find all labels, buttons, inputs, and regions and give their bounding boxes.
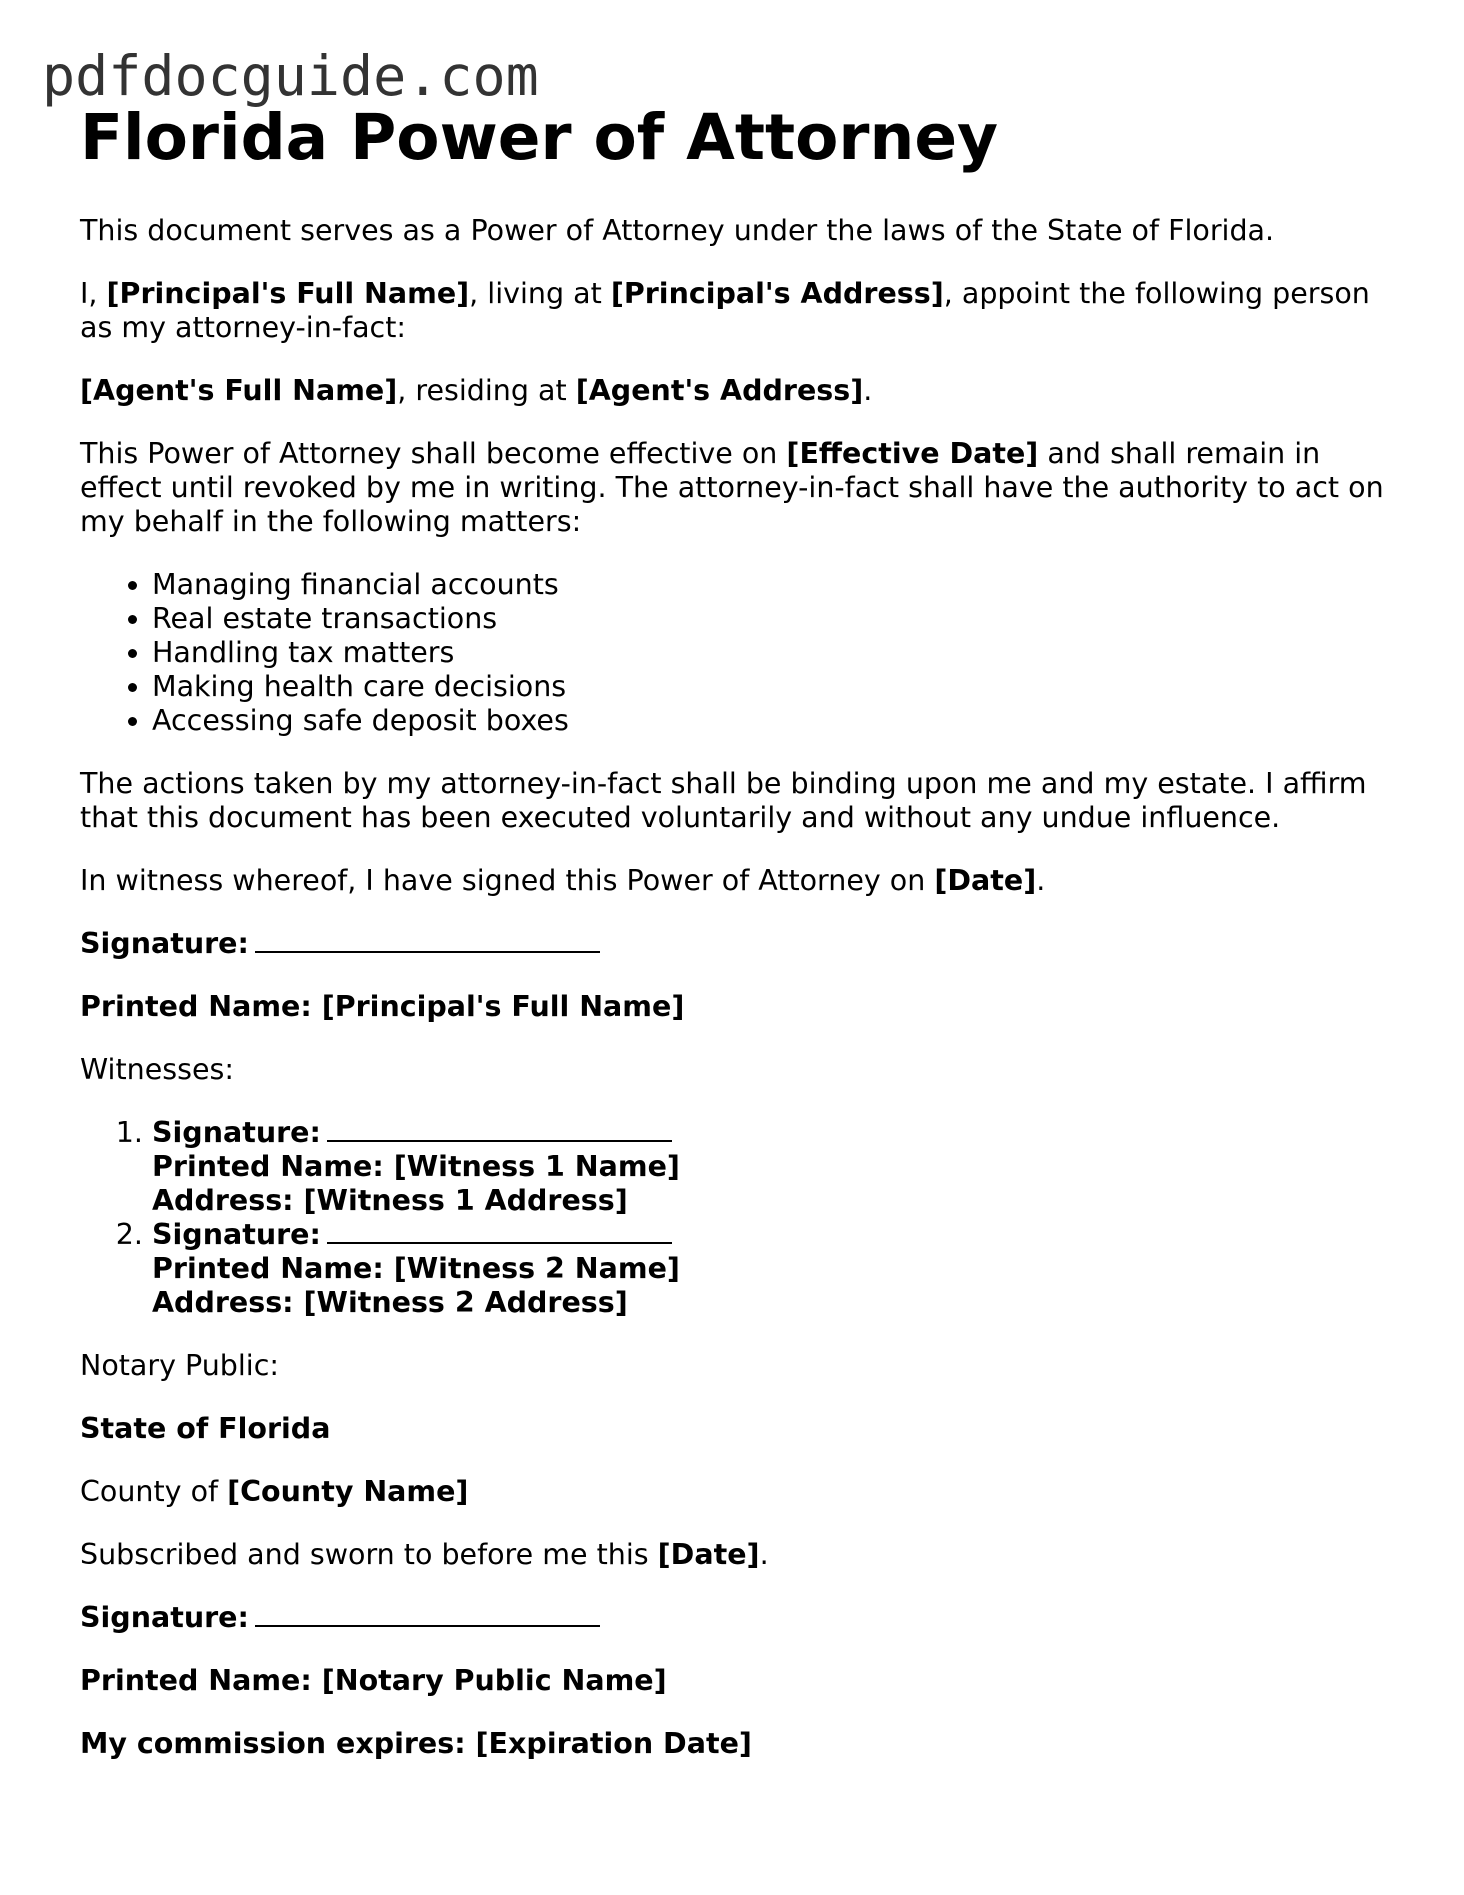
witness-2-signature-label: Signature: — [152, 1218, 321, 1251]
agent-paragraph — [80, 374, 1390, 408]
notary-state-text: State of Florida — [80, 1412, 331, 1445]
intro-paragraph: This document serves as a Power of Attorney under the laws of the State of Florida. — [80, 214, 1275, 247]
agent-address-field: [Agent's Address] — [575, 374, 864, 407]
witnesses-label: Witnesses: — [80, 1053, 234, 1086]
witness-2-signature-blank[interactable] — [327, 1220, 672, 1244]
agent-name-field: [Agent's Full Name] — [80, 374, 398, 407]
document-body — [80, 100, 1390, 1790]
list-item: • Handling tax matters — [152, 636, 1390, 670]
witness-whereof-paragraph — [80, 864, 1390, 898]
appointment-suffix: , appoint the following person as my attorney-in-fact: — [80, 277, 1370, 344]
county-prefix: County of — [80, 1475, 228, 1508]
appointment-mid: , living at — [469, 277, 611, 310]
agent-mid: , residing at — [397, 374, 576, 407]
list-item: • Making health care decisions — [152, 670, 1390, 704]
notary-signature-line — [80, 1601, 1390, 1635]
notary-printed-name-text: Printed Name: [Notary Public Name] — [80, 1664, 667, 1697]
principal-printed-name — [80, 990, 1390, 1024]
principal-name-field: [Principal's Full Name] — [106, 277, 470, 310]
sworn-suffix: . — [759, 1538, 769, 1571]
effective-paragraph — [80, 437, 1390, 539]
appointment-prefix: I, — [80, 277, 107, 310]
witnesses-list — [80, 1116, 1390, 1320]
witness-1-signature-label: Signature: — [152, 1116, 321, 1149]
notary-state — [80, 1412, 1390, 1446]
principal-address-field: [Principal's Address] — [610, 277, 944, 310]
witness-2-address: Address: [Witness 2 Address] — [152, 1286, 628, 1319]
sworn-date-field: [Date] — [657, 1538, 760, 1571]
sworn-prefix: Subscribed and sworn to before me this — [80, 1538, 658, 1571]
effective-suffix: and shall remain in effect until revoked by me in writing. The attorney-in-fact shall have the authority to act on my behalf in the following matters: — [80, 437, 1384, 538]
list-item: • Accessing safe deposit boxes — [152, 704, 1390, 738]
notary-signature-label: Signature: — [80, 1601, 249, 1634]
signing-date-field: [Date] — [934, 864, 1037, 897]
notary-label: Notary Public: — [80, 1349, 279, 1382]
principal-signature-line — [80, 927, 1390, 961]
notary-signature-blank[interactable] — [255, 1603, 600, 1627]
appointment-paragraph — [80, 277, 1390, 345]
witness-1-address: Address: [Witness 1 Address] — [152, 1184, 628, 1217]
effective-date-field: [Effective Date] — [786, 437, 1039, 470]
witness-1-signature-blank[interactable] — [327, 1118, 672, 1142]
list-item — [152, 1218, 1390, 1320]
notary-commission-text: My commission expires: [Expiration Date] — [80, 1727, 752, 1760]
principal-printed-name-text: Printed Name: [Principal's Full Name] — [80, 990, 685, 1023]
notary-commission — [80, 1727, 1390, 1761]
agent-suffix: . — [863, 374, 873, 407]
list-item — [152, 1116, 1390, 1218]
principal-signature-label: Signature: — [80, 927, 249, 960]
effective-prefix: This Power of Attorney shall become effective on — [80, 437, 787, 470]
document-title: Florida Power of Attorney — [80, 101, 999, 174]
powers-list — [80, 568, 1390, 738]
witness-whereof-suffix: . — [1036, 864, 1046, 897]
list-item: • Real estate transactions — [152, 602, 1390, 636]
list-item: • Managing financial accounts — [152, 568, 1390, 602]
county-name-field: [County Name] — [227, 1475, 469, 1508]
principal-signature-blank[interactable] — [255, 929, 600, 953]
witness-2-printed-name: Printed Name: [Witness 2 Name] — [152, 1252, 680, 1285]
binding-paragraph: The actions taken by my attorney-in-fact shall be binding upon me and my estate. I affirm that this document has been executed voluntarily and without any undue influence. — [80, 767, 1367, 834]
watermark: pdfdocguide.com — [42, 44, 539, 108]
notary-sworn — [80, 1538, 1390, 1572]
witness-1-printed-name: Printed Name: [Witness 1 Name] — [152, 1150, 680, 1183]
notary-county — [80, 1475, 1390, 1509]
notary-printed-name — [80, 1664, 1390, 1698]
witness-whereof-prefix: In witness whereof, I have signed this Power of Attorney on — [80, 864, 935, 897]
